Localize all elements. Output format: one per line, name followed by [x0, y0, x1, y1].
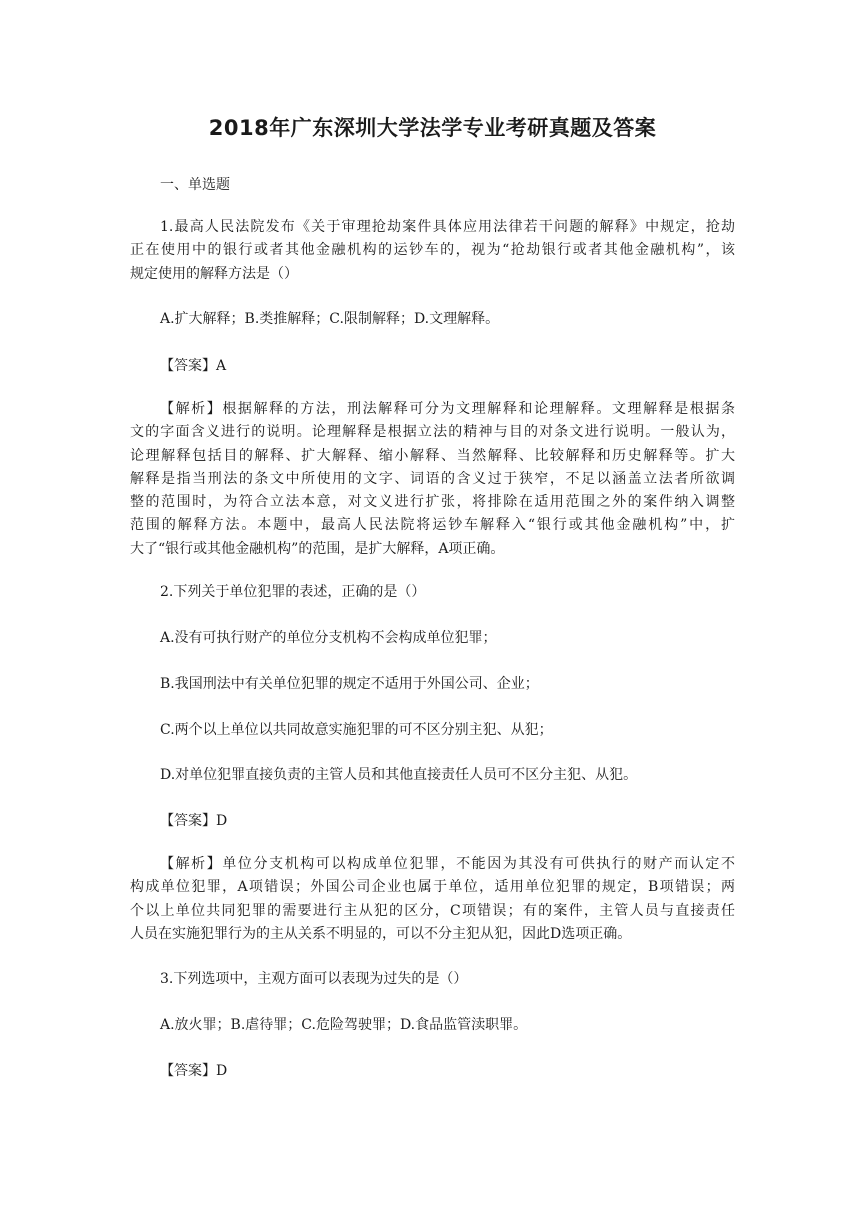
question-3-answer-text: 【答案】D	[160, 1063, 228, 1079]
question-1-analysis-line: 【解析】根据解释的方法，刑法解释可分为文理解释和论理解释。文理解释是根据条	[160, 401, 735, 417]
question-1-analysis-line: 解释是指当刑法的条文中所使用的文字、词语的含义过于狭窄，不足以涵盖立法者所欲调	[130, 470, 735, 487]
question-2-option-d-text: D.对单位犯罪直接负责的主管人员和其他直接责任人员可不区分主犯、从犯。	[160, 767, 638, 783]
question-2-answer	[130, 810, 735, 833]
question-1-analysis-line: 文的字面含义进行的说明。论理解释是根据立法的精神与目的对条文进行说明。一般认为，	[130, 424, 735, 441]
question-1-answer-text: 【答案】A	[160, 358, 227, 374]
document-title: 2018年广东深圳大学法学专业考研真题及答案	[208, 116, 657, 140]
question-2-option-a-text: A.没有可执行财产的单位分支机构不会构成单位犯罪；	[160, 630, 497, 646]
question-1-analysis-line: 论理解释包括目的解释、扩大解释、缩小解释、当然解释、比较解释和历史解释等。扩大	[130, 447, 735, 464]
question-3-answer	[130, 1060, 735, 1083]
question-2-stem	[130, 581, 735, 604]
section-heading	[130, 174, 735, 197]
question-1-analysis	[130, 398, 735, 561]
question-2-option-c	[130, 719, 735, 742]
question-1-options-text: A.扩大解释；B.类推解释；C.限制解释；D.文理解释。	[160, 311, 500, 327]
question-1-analysis-line: 整的范围时，为符合立法本意，对文义进行扩张，将排除在适用范围之外的案件纳入调整	[130, 494, 735, 511]
question-2-analysis-line: 【解析】单位分支机构可以构成单位犯罪，不能因为其没有可供执行的财产而认定不	[160, 856, 735, 872]
section-heading-text: 一、单选题	[160, 177, 230, 193]
question-1-stem	[130, 216, 735, 286]
question-2-option-b	[130, 673, 735, 696]
question-1-analysis-line: 范围的解释方法。本题中，最高人民法院将运钞车解释入“银行或其他金融机构”中，扩	[130, 517, 735, 534]
question-2-analysis-line: 构成单位犯罪，A项错误；外国公司企业也属于单位，适用单位犯罪的规定，B项错误；两	[130, 879, 735, 896]
question-1-stem-line: 规定使用的解释方法是（）	[130, 265, 298, 282]
question-3-options	[130, 1014, 735, 1037]
question-2-option-b-text: B.我国刑法中有关单位犯罪的规定不适用于外国公司、企业；	[160, 676, 539, 692]
question-1-stem-line: 1.最高人民法院发布《关于审理抢劫案件具体应用法律若干问题的解释》中规定，抢劫	[160, 219, 735, 235]
question-2-analysis	[130, 853, 735, 946]
question-2-analysis-line: 人员在实施犯罪行为的主从关系不明显的，可以不分主犯从犯，因此D选项正确。	[130, 925, 632, 942]
question-3-stem	[130, 968, 735, 991]
question-1-options	[130, 308, 735, 331]
question-3-options-text: A.放火罪；B.虐待罪；C.危险驾驶罪；D.食品监管渎职罪。	[160, 1017, 528, 1033]
question-2-option-a	[130, 627, 735, 650]
question-2-answer-text: 【答案】D	[160, 813, 228, 829]
question-2-stem-text: 2.下列关于单位犯罪的表述，正确的是（）	[160, 584, 426, 600]
question-3-stem-text: 3.下列选项中，主观方面可以表现为过失的是（）	[160, 971, 468, 987]
question-2-option-d	[130, 764, 735, 787]
question-1-answer	[130, 355, 735, 378]
question-2-option-c-text: C.两个以上单位以共同故意实施犯罪的可不区分别主犯、从犯；	[160, 722, 553, 738]
question-2-analysis-line: 个以上单位共同犯罪的需要进行主从犯的区分，C项错误；有的案件，主管人员与直接责任	[130, 902, 735, 919]
question-1-stem-line: 正在使用中的银行或者其他金融机构的运钞车的，视为“抢劫银行或者其他金融机构”，该	[130, 242, 735, 259]
question-1-analysis-line: 大了“银行或其他金融机构”的范围，是扩大解释，A项正确。	[130, 540, 505, 557]
